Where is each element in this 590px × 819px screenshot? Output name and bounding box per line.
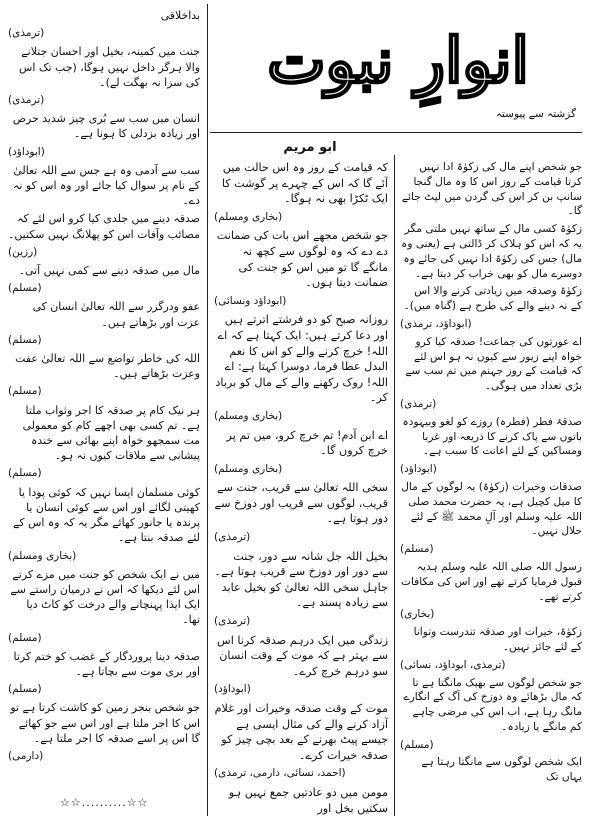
hadith-reference: (مسلم)	[400, 543, 434, 556]
hadith-reference: (بخاری ومسلم)	[214, 210, 283, 223]
hadith-text: زکوٰۃ، خیرات اور صدقہ تندرست وتوانا کے لئے جائز نہیں۔	[413, 626, 582, 653]
hadith-reference: (ترمذی)	[400, 397, 437, 410]
subtitle: گزشتہ سے پیوستہ	[495, 108, 576, 120]
hadith-reference: (ترمذی)	[8, 94, 45, 107]
hadith-text: میں نے ایک شخص کو جنت میں مزے کرتے اس لئے دیکھا کہ اس نے درمیان راستے سے ایک ایذا پہنچانے والے درخت کو کاٹ دیا تھا۔	[10, 567, 200, 627]
hadith-reference: (ترمذی)	[8, 27, 45, 40]
hadith-reference: (بخاری ومسلم)	[214, 409, 283, 422]
hadith-text: جو شخص اپنے مال کی زکوٰۃ ادا نہیں کرتا قیامت کے روز اس کا وہ مال گنجا سانپ بن کر اس کی گردن میں لپٹ جائے گا۔	[401, 161, 582, 218]
hadith-reference: (دارمی)	[8, 749, 44, 762]
hadith-text: مومن میں دو عادتیں جمع نہیں ہو سکتیں بخل اور	[228, 785, 388, 815]
hadith-text: سخی اللہ تعالیٰ سے قریب، جنت سے قریب، لوگوں سے قریب اور دوزخ سے دور ہوتا ہے۔	[214, 481, 388, 526]
column-right	[400, 160, 582, 815]
hadith-text: صدقات وخیرات (زکوٰۃ) یہ لوگوں کے مال کا میل کچیل ہے، یہ حضرت محمد صلی اللہ علیہ وسلم اور آلِ محمد ﷺ کے لئے حلال نہیں۔	[401, 480, 582, 538]
column-middle	[214, 160, 388, 815]
hadith-text: زندگی میں ایک درہم صدقہ کرنا اس سے بہتر ہے کہ موت کے وقت انسان سو درہم خرچ کرے۔	[217, 633, 388, 678]
hadith-text: عفو ودرگزر سے اللہ تعالیٰ انسان کی عزت اور بڑھاتے ہیں۔	[32, 300, 200, 329]
hadith-text: اے ابن آدم! تم خرچ کرو، میں تم پر خرچ کروں گا۔	[226, 428, 388, 458]
hadith-text: صدقہ دینے میں جلدی کیا کرو اس لئے کہ مصائب وآفات اس کو پھلانگ نہیں سکتیں۔	[8, 212, 200, 241]
hadith-text: زکوٰۃ کسی مال کے ساتھ نہیں ملتی مگر یہ کہ اس کو ہلاک کر ڈالتی ہے (یعنی وہ مال) جس کی زکوٰۃ ادا نہیں کی جائے وہ دوسرے مال کو بھی خراب کر دیتا ہے۔	[401, 223, 582, 280]
hadith-text: زکوٰۃ وصدقہ میں زیادتی کرنے والا اس کے نہ دینے والے کی طرح ہے (گناہ میں)۔	[403, 285, 582, 313]
hadith-text: جو شخص مجھے اس بات کی ضمانت دے دے کہ وہ لوگوں سے کچھ نہ مانگے گا تو میں اس کو جنت کی ضمانت دیتا ہوں۔	[216, 229, 388, 290]
hadith-text: کہ قیامت کے روز وہ اس حالت میں آئے گا کہ اس کے چہرے پر گوشت کا ایک ٹکڑا بھی نہ ہوگا۔	[221, 161, 388, 206]
hadith-reference: (مسلم)	[8, 385, 42, 398]
hadith-text: کوئی مسلمان ایسا نہیں کہ کوئی پودا یا کھیتی لگائے اور اس سے کوئی انسان یا پرندہ یا جانور کھائے مگر یہ کہ وہ اس کے لئے صدقہ بنتا ہے۔	[13, 485, 200, 545]
hadith-text: موت کے وقت صدقہ وخیرات اور غلام آزاد کرنے والے کی مثال ایسی ہے جیسے پیٹ بھرنے کے بعد بچی چیز کو صدقہ خیرات کرے۔	[214, 702, 388, 762]
hadith-reference: (ترمذی)	[214, 615, 251, 628]
hadith-reference: (مسلم)	[8, 683, 42, 696]
hadith-text: انسان میں سب سے بُری چیز شدید حرص اور زیادہ بزدلی کا ہونا ہے۔	[12, 112, 200, 141]
page-title: انوارِ نبوت	[267, 24, 529, 97]
author-byline: ابو مریم	[283, 140, 337, 155]
hadith-reference: (بخاری)	[400, 608, 435, 621]
title-calligraphy	[208, 4, 588, 110]
hadith-text: روزانہ صبح کو دو فرشتے اترتے ہیں اور دعا کرتے ہیں: ایک کہتا ہے کہ اے اللہ! خرچ کرنے والے کو اس کا نعم البدل عطا فرما، دوسرا کہتا ہے: اے اللہ! روک رکھنے والے کے مال کو برباد کر۔	[215, 313, 388, 405]
hadith-reference: (ابوداؤد ونسائی)	[214, 294, 287, 307]
hadith-text: ایک شخص لوگوں سے مانگتا رہتا ہے یہاں تک	[421, 756, 582, 784]
hadith-text: بداخلاقی	[160, 9, 200, 22]
column-divider-right	[394, 155, 395, 816]
hadith-text: صدقۂ فطر (فطرہ) روزے کو لغو وبیہودہ باتوں سے پاک کرنے کا ذریعہ اور غربا ومساکین کے لئے اعانت کا سبب ہے۔	[402, 415, 582, 458]
hadith-text: صدقہ دینا پروردگار کے غضب کو ختم کرتا اور بری موت سے بچاتا ہے۔	[13, 649, 200, 678]
column-left	[8, 8, 200, 794]
hadith-reference: (مسلم)	[8, 333, 42, 346]
hadith-reference: (ترمذی، ابوداؤد، نسائی)	[400, 658, 506, 671]
hadith-text: جنت میں کمینہ، بخیل اور احسان جتلانے والا ہرگز داخل نہیں ہوگا، (جب تک اس کی سزا نہ بھگت لے)۔	[19, 45, 200, 89]
hadith-reference: (احمد، نسائی، دارمی، ترمذی)	[214, 767, 346, 780]
hadith-reference: (رزین)	[8, 245, 38, 258]
hadith-text: مال میں صدقہ دینے سے کمی نہیں آتی۔	[18, 264, 200, 278]
hadith-reference: (ابوداؤد، ترمذی)	[400, 317, 472, 330]
hadith-text: ہر نیک کام پر صدقہ کا اجر وثواب ملتا ہے۔ تم کسی بھی اچھے کام کو معمولی مت سمجھو خواہ اپنے بھائی سے خندہ پیشانی سے ملاقات کیوں نہ ہو۔	[22, 403, 200, 463]
hadith-reference: (بخاری ومسلم)	[8, 549, 77, 562]
hadith-reference: (ابوداؤد)	[8, 145, 45, 158]
hadith-reference: (ابوداؤد)	[214, 683, 251, 696]
hadith-reference: (ابوداؤد)	[400, 463, 437, 476]
end-stars: ☆☆..........☆☆	[60, 796, 149, 809]
hadith-text: سب سے آدمی وہ ہے جس سے اللہ تعالیٰ کے نام پر سوال کیا جائے اور وہ اس کو نہ دے۔	[13, 163, 200, 208]
column-divider-left	[207, 4, 208, 816]
hadith-reference: (مسلم)	[8, 631, 42, 644]
hadith-text: جو شخص لوگوں سے بھیک مانگتا ہے تا کہ مال بڑھائے وہ دوزخ کی آگ کے انگارے مانگ رہا ہے، اب اس کی مرضی چاہے کم مانگے یا زیادہ۔	[403, 676, 582, 733]
hadith-text: جو شخص بنجر زمین کو کاشت کرتا ہے تو اس کا اجر ملتا ہے اور اس سے جو کھائے گا اس پر اسے صدقہ کا اجر ملتا ہے۔	[10, 701, 200, 745]
hadith-reference: (مسلم)	[400, 738, 434, 751]
hadith-text: اللہ کی خاطر تواضع سے اللہ تعالیٰ عفت وعزت بڑھاتے ہیں۔	[15, 352, 200, 381]
hadith-reference: (بخاری ومسلم)	[214, 462, 283, 475]
hadith-text: اے عورتوں کی جماعت! صدقہ کیا کرو خواہ اپنے زیور سے کیوں نہ ہو اس لئے کہ قیامت کے روز جہنم میں تم سب سے بڑی تعداد میں ہوگی۔	[405, 335, 582, 393]
hadith-reference: (مسلم)	[8, 467, 42, 480]
hadith-reference: (مسلم)	[8, 282, 42, 295]
header-divider	[210, 132, 582, 133]
hadith-reference: (ترمذی)	[214, 531, 251, 544]
hadith-text: بخیل اللہ جل شانہ سے دور، جنت سے دور اور دوزخ سے قریب ہوتا ہے۔ جاہل سخی اللہ تعالیٰ کو بخیل عابد سے زیادہ پسند ہے۔	[214, 549, 388, 610]
hadith-text: رسول اللہ صلی اللہ علیہ وسلم ہدیہ قبول فرمایا کرتے تھے اور اس کی مکافات کرتے تھے۔	[400, 560, 582, 603]
